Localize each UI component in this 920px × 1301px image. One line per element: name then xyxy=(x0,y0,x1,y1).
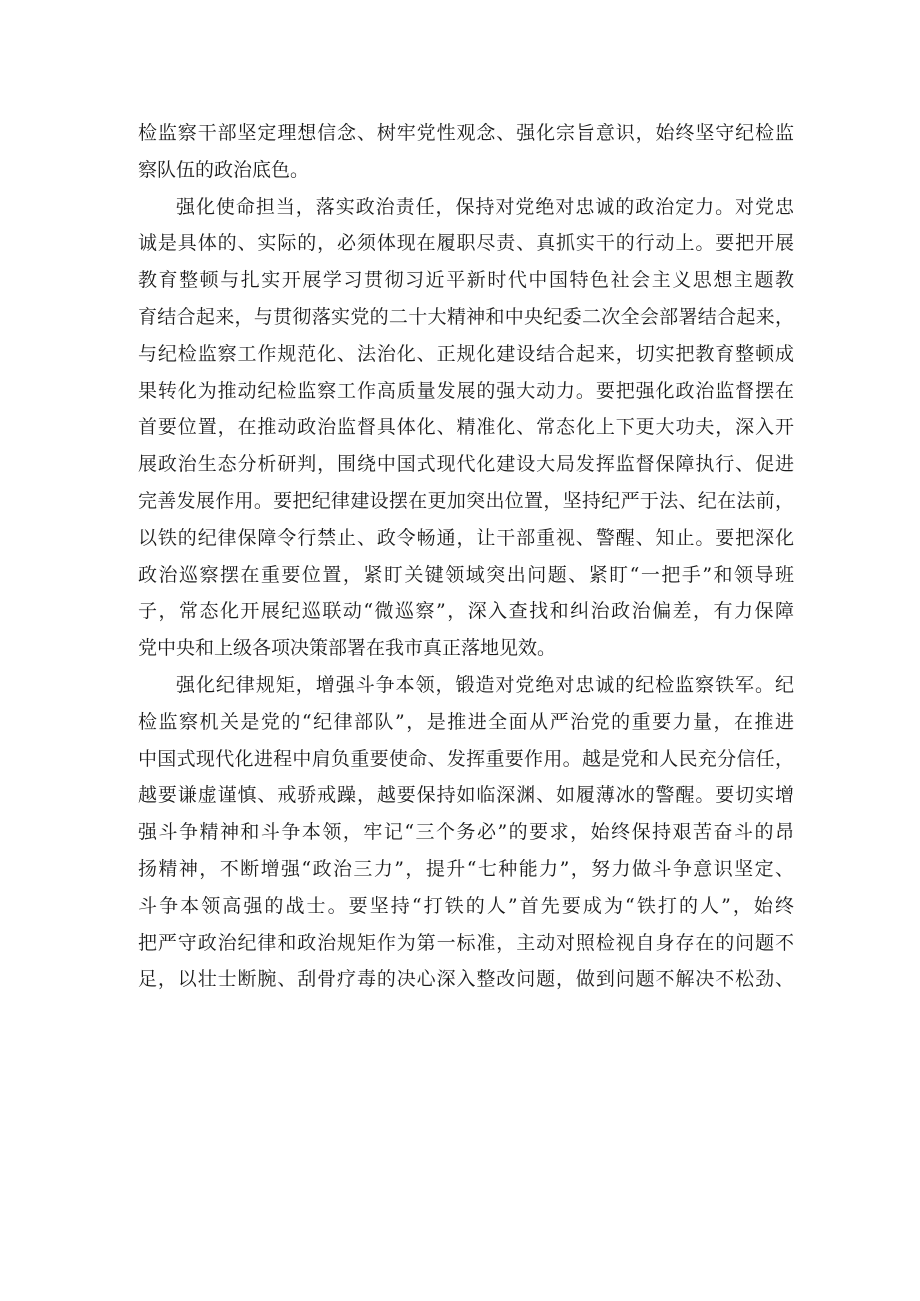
paragraph-2-line-9: 完善发展作用。要把纪律建设摆在更加突出位置，坚持纪严于法、纪在法前， xyxy=(138,489,794,512)
paragraph-2-line-11: 政治巡察摆在重要位置，紧盯关键领域突出问题、紧盯“一把手”和领导班 xyxy=(138,563,794,586)
paragraph-2-line-7: 首要位置，在推动政治监督具体化、精准化、常态化上下更大功夫，深入开 xyxy=(138,416,794,439)
paragraph-2-line-6: 果转化为推动纪检监察工作高质量发展的强大动力。要把强化政治监督摆在 xyxy=(138,379,794,402)
document-body xyxy=(138,115,794,998)
paragraph-1-line-2: 察队伍的政治底色。 xyxy=(138,158,310,181)
paragraph-2-line-2: 诚是具体的、实际的，必须体现在履职尽责、真抓实干的行动上。要把开展 xyxy=(138,232,794,255)
paragraph-2-line-10: 以铁的纪律保障令行禁止、政令畅通，让干部重视、警醒、知止。要把深化 xyxy=(138,526,794,549)
paragraph-3-line-4: 越要谦虚谨慎、戒骄戒躁，越要保持如临深渊、如履薄冰的警醒。要切实增 xyxy=(138,784,794,807)
paragraph-2-line-12: 子，常态化开展纪巡联动“微巡察”，深入查找和纠治政治偏差，有力保障 xyxy=(138,600,794,623)
paragraph-3-line-2: 检监察机关是党的“纪律部队”，是推进全面从严治党的重要力量，在推进 xyxy=(138,710,794,733)
paragraph-3-line-5: 强斗争精神和斗争本领，牢记“三个务必”的要求，始终保持艰苦奋斗的昂 xyxy=(138,821,794,844)
paragraph-2-line-1: 强化使命担当，落实政治责任，保持对党绝对忠诚的政治定力。对党忠 xyxy=(176,195,794,218)
paragraph-2-line-13: 党中央和上级各项决策部署在我市真正落地见效。 xyxy=(138,637,557,660)
paragraph-1-line-1: 检监察干部坚定理想信念、树牢党性观念、强化宗旨意识，始终坚守纪检监 xyxy=(138,122,794,144)
paragraph-3-line-8: 把严守政治纪律和政治规矩作为第一标准，主动对照检视自身存在的问题不 xyxy=(138,931,794,954)
paragraph-3-line-3: 中国式现代化进程中肩负重要使命、发挥重要作用。越是党和人民充分信任， xyxy=(138,747,794,770)
paragraph-2-line-5: 与纪检监察工作规范化、法治化、正规化建设结合起来，切实把教育整顿成 xyxy=(138,342,794,365)
paragraph-2-line-4: 育结合起来，与贯彻落实党的二十大精神和中央纪委二次全会部署结合起来， xyxy=(138,305,794,328)
paragraph-3-line-1: 强化纪律规矩，增强斗争本领，锻造对党绝对忠诚的纪检监察铁军。纪 xyxy=(176,673,794,696)
paragraph-3-line-7: 斗争本领高强的战士。要坚持“打铁的人”首先要成为“铁打的人”，始终 xyxy=(138,894,794,917)
paragraph-3-line-9: 足，以壮士断腕、刮骨疗毒的决心深入整改问题，做到问题不解决不松劲、 xyxy=(138,968,794,991)
paragraph-2-line-8: 展政治生态分析研判，围绕中国式现代化建设大局发挥监督保障执行、促进 xyxy=(138,453,794,476)
paragraph-2-line-3: 教育整顿与扎实开展学习贯彻习近平新时代中国特色社会主义思想主题教 xyxy=(138,269,794,292)
paragraph-3-line-6: 扬精神，不断增强“政治三力”，提升“七种能力”，努力做斗争意识坚定、 xyxy=(138,857,794,880)
